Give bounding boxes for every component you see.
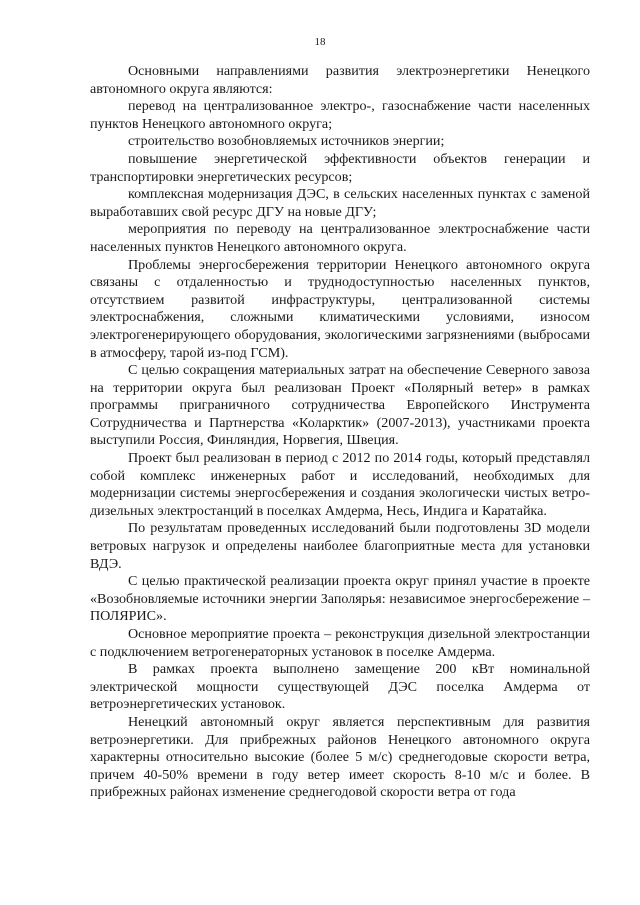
list-item-renewables: строительство возобновляемых источников энергии; (128, 133, 445, 150)
paragraph-main-measure: Основное мероприятие проекта – реконструкция дизельной электростанции с подключением ветрогенераторных установок в поселке Амдерма. (90, 626, 590, 660)
paragraph-replacement: В рамках проекта выполнено замещение 200 кВт номинальной электрической мощности существующей ДЭС поселка Амдерма от ветроэнергетических установок. (90, 661, 590, 713)
body-text (90, 63, 590, 802)
paragraph-polar-wind-project: С целью сокращения материальных затрат на обеспечение Северного завоза на территории округа был реализован Проект «Полярный ветер» в рамках программы приграничного сотрудничества Европейского Инструмента Сотрудничества и Партнерства «Коларктик» (2007-2013), участниками проекта выступили Россия, Финляндия, Норвегия, Швеция. (90, 362, 590, 449)
page-number: 18 (314, 36, 326, 48)
list-item-des-modernization: комплексная модернизация ДЭС, в сельских населенных пунктах с заменой выработавших свой ресурс ДГУ на новые ДГУ; (90, 186, 590, 220)
paragraph-intro: Основными направлениями развития электроэнергетики Ненецкого автономного округа являются: (90, 63, 590, 97)
paragraph-problems: Проблемы энергосбережения территории Ненецкого автономного округа связаны с отдаленностью и труднодоступностью населенных пунктов, отсутствием развитой инфраструктуры, централизованной системы электроснабжения, сложными климатическими условиями, износом электрогенерирующего оборудования, экологическими загрязнениями (выбросами в атмосферу, тарой из-под ГСМ). (90, 256, 590, 361)
list-item-centralized-power: мероприятия по переводу на централизованное электроснабжение части населенных пунктов Ненецкого автономного округа. (90, 221, 590, 255)
paragraph-3d-models: По результатам проведенных исследований были подготовлены 3D модели ветровых нагрузок и определены наиболее благоприятные места для установки ВДЭ. (90, 520, 590, 572)
paragraph-polaris: С целью практической реализации проекта округ принял участие в проекте «Возобновляемые источники энергии Заполярья: независимое энергосбережение – ПОЛЯРИС». (90, 573, 590, 625)
list-item-efficiency: повышение энергетической эффективности объектов генерации и транспортировки энергетических ресурсов; (90, 150, 590, 185)
paragraph-wind-potential: Ненецкий автономный округ является перспективным для развития ветроэнергетики. Для прибрежных районов Ненецкого автономного округа характерны относительно высокие (более 5 м/с) среднегодовые скорости ветра, причем 40-50% времени в году ветер имеет скорость 8-10 м/с и более. В прибрежных районах изменение среднегодовой скорости ветра от года (90, 713, 590, 801)
list-item-centralized-supply: перевод на централизованное электро-, газоснабжение части населенных пунктов Ненецкого автономного округа; (90, 98, 590, 132)
paragraph-project-period: Проект был реализован в период с 2012 по 2014 годы, который представлял собой комплекс инженерных работ и исследований, необходимых для модернизации системы энергосбережения и создания экологически чистых ветро-дизельных электростанций в поселках Амдерма, Несь, Индига и Каратайка. (90, 450, 590, 519)
